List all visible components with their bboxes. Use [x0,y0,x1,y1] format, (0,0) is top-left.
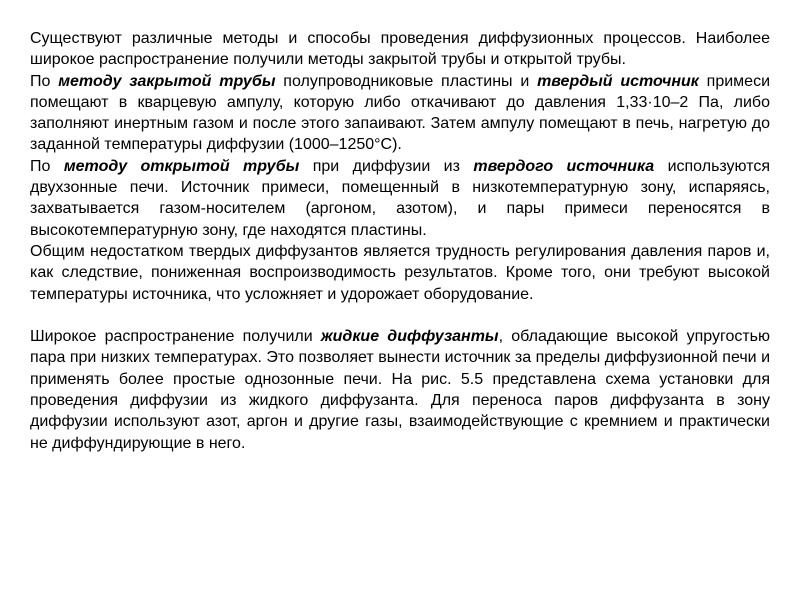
paragraph-intro-text: Существуют различные методы и способы проведения диффузионных процессов. Наиболее широкое распространение получили методы закрытой трубы и открытой трубы. [30,30,770,69]
term-liquid-diffusants: жидкие диффузанты [320,328,499,346]
paragraph-closed-tube-mid: полупроводниковые пластины и [275,72,538,90]
term-solid-source: твердый источник [537,72,699,90]
term-open-tube-method: методу открытой трубы [63,157,300,175]
paragraph-drawbacks-text: Общим недостатком твердых диффузантов является трудность регулирования давления паров и, как следствие, пониженная воспроизводимость результатов. Кроме того, они требуют высокой температуры источника, что усложняет и удорожает оборудование. [30,242,770,303]
paragraph-drawbacks [30,241,770,305]
paragraph-open-tube-rest: используются двухзонные печи. Источник примеси, помещенный в низкотемпературную зону, испаряясь, захватывается газом-носителем (аргоном, азотом), и пары примеси переносятся в высокотемпературную зону, где находятся пластины. [30,157,771,239]
paragraph-closed-tube [30,71,770,156]
paragraph-liquid-lead: Широкое распространение получили [30,328,321,346]
paragraph-liquid-diffusants [30,326,770,454]
paragraph-intro [30,28,770,71]
paragraph-liquid-rest: , обладающие высокой упругостью пара при низких температурах. Это позволяет вынести источник за пределы диффузионной печи и применять более простые однозонные печи. На рис. 5.5 представлена схема установки для проведения диффузии из жидкого диффузанта. Для переноса паров диффузанта в зону диффузии используют азот, аргон и другие газы, взаимодействующие с кремнием и практически не диффундирующие в него. [30,328,771,452]
paragraph-open-tube-lead: По [30,157,64,175]
term-solid-source-2: твердого источника [473,157,655,175]
paragraph-closed-tube-lead: По [30,72,59,90]
paragraph-closed-tube-rest: примеси помещают в кварцевую ампулу, которую либо откачивают до давления 1,33·10–2 Па, либо заполняют инертным газом и после этого запаивают. Затем ампулу помещают в печь, нагретую до заданной температуры диффузии (1000–1250°С). [30,72,771,154]
term-closed-tube-method: методу закрытой трубы [58,72,276,90]
paragraph-open-tube [30,156,770,241]
paragraph-gap [30,305,770,326]
text-body [30,28,770,454]
paragraph-open-tube-mid: при диффузии из [299,157,474,175]
